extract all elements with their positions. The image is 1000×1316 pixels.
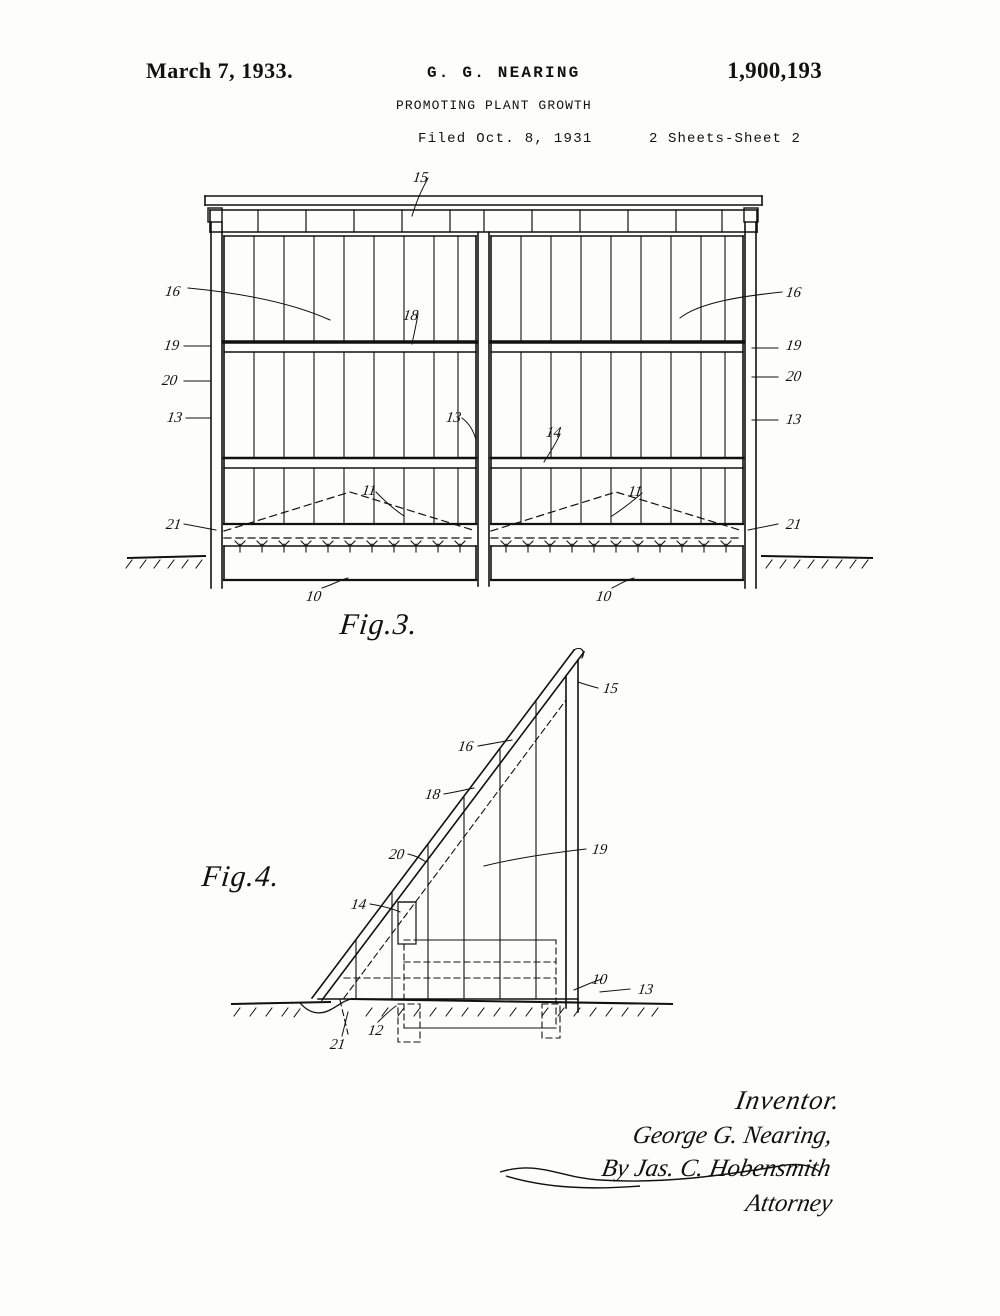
ref-numeral-fig4-16: 16	[456, 739, 475, 755]
ref-numeral-21-left: 21	[164, 517, 183, 533]
ref-numeral-fig4-19: 19	[590, 842, 609, 858]
ref-numeral-fig4-15: 15	[601, 681, 620, 697]
ref-numeral-14: 14	[544, 425, 563, 441]
ref-numeral-11-right: 11	[626, 484, 644, 500]
ref-numeral-fig4-20: 20	[387, 847, 406, 863]
ref-numeral-fig4-21: 21	[328, 1037, 347, 1053]
patent-sheet-count: 2 Sheets-Sheet 2	[649, 131, 802, 147]
attorney-signature: By Jas. C. Hobensmith	[599, 1155, 833, 1182]
ref-numeral-fig4-12: 12	[366, 1023, 385, 1039]
ref-numeral-11-left: 11	[360, 483, 378, 499]
figure-4-caption: Fig.4.	[200, 860, 282, 893]
patent-inventor-initials: G. G. NEARING	[427, 64, 581, 82]
ref-numeral-20-left: 20	[160, 373, 179, 389]
ref-numeral-18: 18	[401, 308, 420, 324]
ref-numeral-16-left: 16	[163, 284, 182, 300]
figure-3-caption: Fig.3.	[338, 608, 420, 641]
ref-numeral-21-right: 21	[784, 517, 803, 533]
attorney-label: Attorney	[743, 1190, 835, 1217]
inventor-signature: George G. Nearing,	[630, 1122, 835, 1149]
ref-numeral-16-right: 16	[784, 285, 803, 301]
ref-numeral-19-right: 19	[784, 338, 803, 354]
inventor-label: Inventor.	[733, 1085, 843, 1115]
ref-numeral-15: 15	[411, 170, 430, 186]
patent-filed-date: Filed Oct. 8, 1931	[418, 131, 593, 147]
ref-numeral-fig4-13: 13	[636, 982, 655, 998]
ref-numeral-fig4-10: 10	[590, 972, 609, 988]
ref-numeral-13-left: 13	[165, 410, 184, 426]
ref-numeral-20-right: 20	[784, 369, 803, 385]
ref-numeral-fig4-14: 14	[349, 897, 368, 913]
ref-numeral-10-left: 10	[304, 589, 323, 605]
ref-numeral-fig4-18: 18	[423, 787, 442, 803]
ref-numeral-10-right: 10	[594, 589, 613, 605]
patent-title: PROMOTING PLANT GROWTH	[396, 98, 592, 113]
ref-numeral-13-right: 13	[784, 412, 803, 428]
patent-number: 1,900,193	[727, 58, 822, 83]
ref-numeral-13-center: 13	[444, 410, 463, 426]
patent-date: March 7, 1933.	[146, 58, 294, 83]
ref-numeral-19-left: 19	[162, 338, 181, 354]
